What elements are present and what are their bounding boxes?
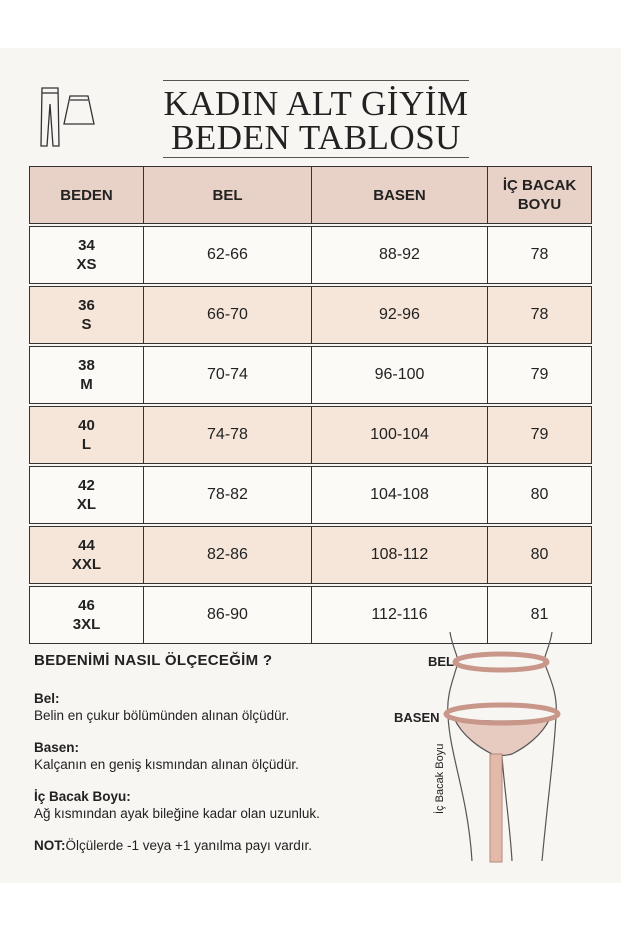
bel-cell: 82-86	[144, 527, 312, 584]
inseam-tape	[490, 754, 502, 862]
how-to-measure-heading	[34, 652, 394, 669]
table-row	[30, 527, 592, 584]
ic-bacak-cell: 80	[488, 527, 592, 584]
header-ic-bacak-text: İÇ BACAK BOYU	[502, 177, 577, 213]
size-cell	[30, 287, 144, 344]
basen-cell: 112-116	[312, 587, 488, 644]
header-basen: BASEN	[312, 167, 488, 224]
table-row	[30, 407, 592, 464]
size-number: 42	[78, 477, 95, 494]
table-row	[30, 287, 592, 344]
size-number: 46	[78, 597, 95, 614]
table-row	[30, 347, 592, 404]
basen-instruction-text: Kalçanın en geniş kısmından alınan ölçüdür.	[34, 757, 299, 772]
size-cell	[30, 527, 144, 584]
skirt-icon	[64, 96, 94, 124]
header-bel: BEL	[144, 167, 312, 224]
title-rule-bottom	[163, 157, 469, 158]
size-number: 40	[78, 417, 95, 434]
waist-tape	[455, 654, 547, 670]
note-text: Ölçülerde -1 veya +1 yanılma payı vardır.	[65, 838, 312, 853]
clothing-icons	[36, 84, 98, 150]
size-letter: M	[80, 376, 93, 393]
ic-bacak-cell: 78	[488, 227, 592, 284]
size-letter: 3XL	[72, 616, 101, 633]
size-letter: XS	[76, 256, 97, 273]
size-number: 34	[78, 237, 95, 254]
ic-bacak-instruction-title: İç Bacak Boyu:	[34, 789, 131, 804]
chart-title-block	[163, 80, 469, 158]
ic-bacak-cell: 78	[488, 287, 592, 344]
table-row	[30, 227, 592, 284]
size-letter: XXL	[71, 556, 102, 573]
size-cell	[30, 407, 144, 464]
size-number: 38	[78, 357, 95, 374]
note-label: NOT:	[34, 838, 66, 853]
size-cell	[30, 347, 144, 404]
table-row	[30, 467, 592, 524]
bel-instruction-text: Belin en çukur bölümünden alınan ölçüdür.	[34, 708, 290, 723]
size-cell	[30, 227, 144, 284]
note	[34, 837, 394, 854]
figure-label-bel: BEL	[428, 654, 454, 669]
basen-cell: 88-92	[312, 227, 488, 284]
ic-bacak-cell: 79	[488, 347, 592, 404]
basen-cell: 104-108	[312, 467, 488, 524]
size-number: 44	[78, 537, 95, 554]
header-ic-bacak	[488, 167, 592, 224]
pants-icon	[41, 88, 59, 146]
bel-cell: 74-78	[144, 407, 312, 464]
bel-cell: 62-66	[144, 227, 312, 284]
figure-label-basen: BASEN	[394, 710, 440, 725]
body-silhouette-illustration	[392, 626, 592, 866]
ic-bacak-instruction	[34, 788, 394, 822]
basen-instruction	[34, 739, 394, 773]
title-line-1: KADIN ALT GİYİM	[163, 84, 469, 123]
bel-instruction	[34, 690, 394, 724]
basen-cell: 96-100	[312, 347, 488, 404]
bel-cell: 66-70	[144, 287, 312, 344]
title-line-2: BEDEN TABLOSU	[171, 118, 461, 157]
basen-cell: 108-112	[312, 527, 488, 584]
how-to-measure-question: BEDENİMİ NASIL ÖLÇECEĞİM ?	[34, 652, 273, 669]
bel-instruction-title: Bel:	[34, 691, 60, 706]
basen-instruction-title: Basen:	[34, 740, 80, 755]
size-letter: XL	[76, 496, 97, 513]
basen-cell: 100-104	[312, 407, 488, 464]
bel-cell: 78-82	[144, 467, 312, 524]
size-letter: S	[81, 316, 92, 333]
table-header-row	[30, 167, 592, 224]
size-number: 36	[78, 297, 95, 314]
hip-tape	[446, 705, 558, 723]
size-cell	[30, 467, 144, 524]
bel-cell: 86-90	[144, 587, 312, 644]
title-rule-top	[163, 80, 469, 81]
ic-bacak-cell: 81	[488, 587, 592, 644]
bel-cell: 70-74	[144, 347, 312, 404]
ic-bacak-instruction-text: Ağ kısmından ayak bileğine kadar olan uzunluk.	[34, 806, 320, 821]
size-cell	[30, 587, 144, 644]
size-table	[29, 166, 592, 644]
basen-cell: 92-96	[312, 287, 488, 344]
page-title	[163, 84, 469, 157]
measurement-figure	[392, 626, 592, 866]
size-letter: L	[81, 436, 92, 453]
figure-label-ic-bacak: İç Bacak Boyu	[434, 743, 446, 814]
header-beden: BEDEN	[30, 167, 144, 224]
ic-bacak-cell: 79	[488, 407, 592, 464]
ic-bacak-cell: 80	[488, 467, 592, 524]
